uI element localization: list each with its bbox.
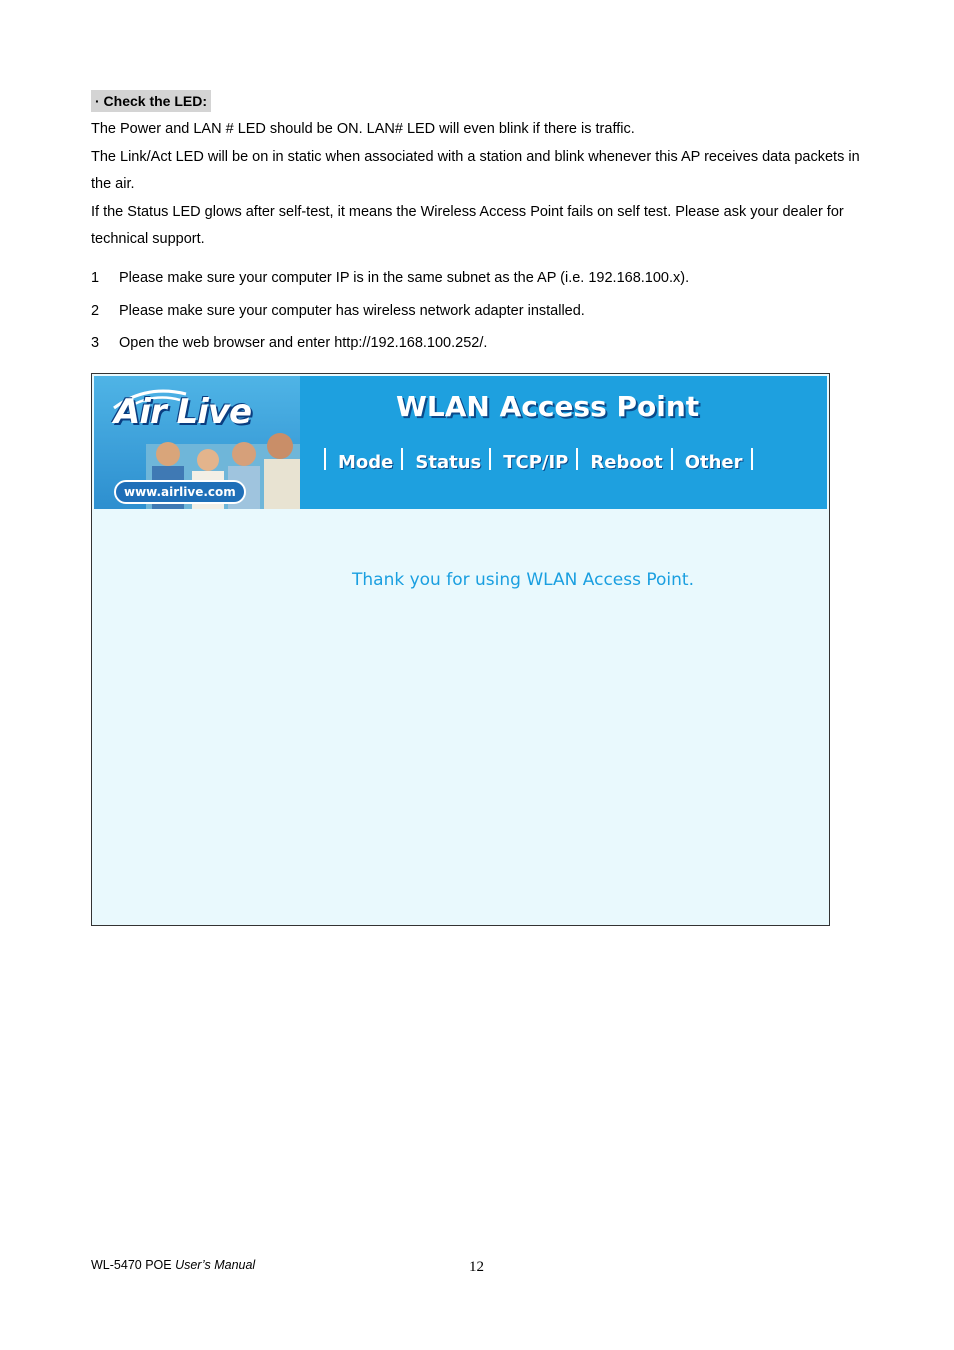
step-item bbox=[91, 301, 585, 321]
welcome-message: Thank you for using WLAN Access Point. bbox=[352, 570, 694, 590]
paragraph: The Power and LAN # LED should be ON. LAN# LED will even blink if there is traffic. bbox=[91, 121, 635, 137]
step-text: Open the web browser and enter http://192.168.100.252/. bbox=[119, 335, 488, 351]
page-number: 12 bbox=[469, 1259, 484, 1275]
footer-manual-title bbox=[91, 1258, 255, 1272]
step-text: Please make sure your computer has wireless network adapter installed. bbox=[119, 303, 585, 319]
footer-model: WL-5470 POE bbox=[91, 1258, 172, 1272]
step-number: 3 bbox=[91, 335, 100, 351]
app-title: WLAN Access Point bbox=[396, 390, 700, 423]
paragraph: The Link/Act LED will be on in static when associated with a station and blink whenever this AP receives data packets in the air. bbox=[91, 148, 860, 192]
header-banner bbox=[94, 376, 827, 509]
nav-item-tcpip[interactable]: TCP/IP bbox=[489, 448, 576, 470]
nav-item-reboot[interactable]: Reboot bbox=[576, 448, 670, 470]
nav-divider bbox=[751, 448, 753, 470]
paragraph: If the Status LED glows after self-test, it means the Wireless Access Point fails on self test. Please ask your dealer for technical support. bbox=[91, 203, 844, 247]
step-number: 2 bbox=[91, 303, 100, 319]
step-text: Please make sure your computer IP is in the same subnet as the AP (i.e. 192.168.100.x). bbox=[119, 270, 690, 286]
airlive-logo: Air Live bbox=[114, 392, 252, 432]
brand-logo-panel bbox=[94, 376, 300, 509]
section-heading: · Check the LED: bbox=[91, 90, 211, 112]
nav-item-other[interactable]: Other bbox=[671, 448, 751, 470]
step-item bbox=[91, 333, 487, 353]
step-item bbox=[91, 268, 689, 288]
footer-manual: User’s Manual bbox=[175, 1258, 256, 1272]
brand-url-badge: www.airlive.com bbox=[114, 480, 246, 504]
web-ui-screenshot bbox=[91, 373, 830, 926]
nav-item-status[interactable]: Status bbox=[401, 448, 489, 470]
led-description bbox=[91, 116, 866, 254]
nav-item-mode[interactable]: Mode bbox=[324, 448, 401, 470]
step-number: 1 bbox=[91, 270, 100, 286]
main-nav bbox=[324, 448, 753, 473]
